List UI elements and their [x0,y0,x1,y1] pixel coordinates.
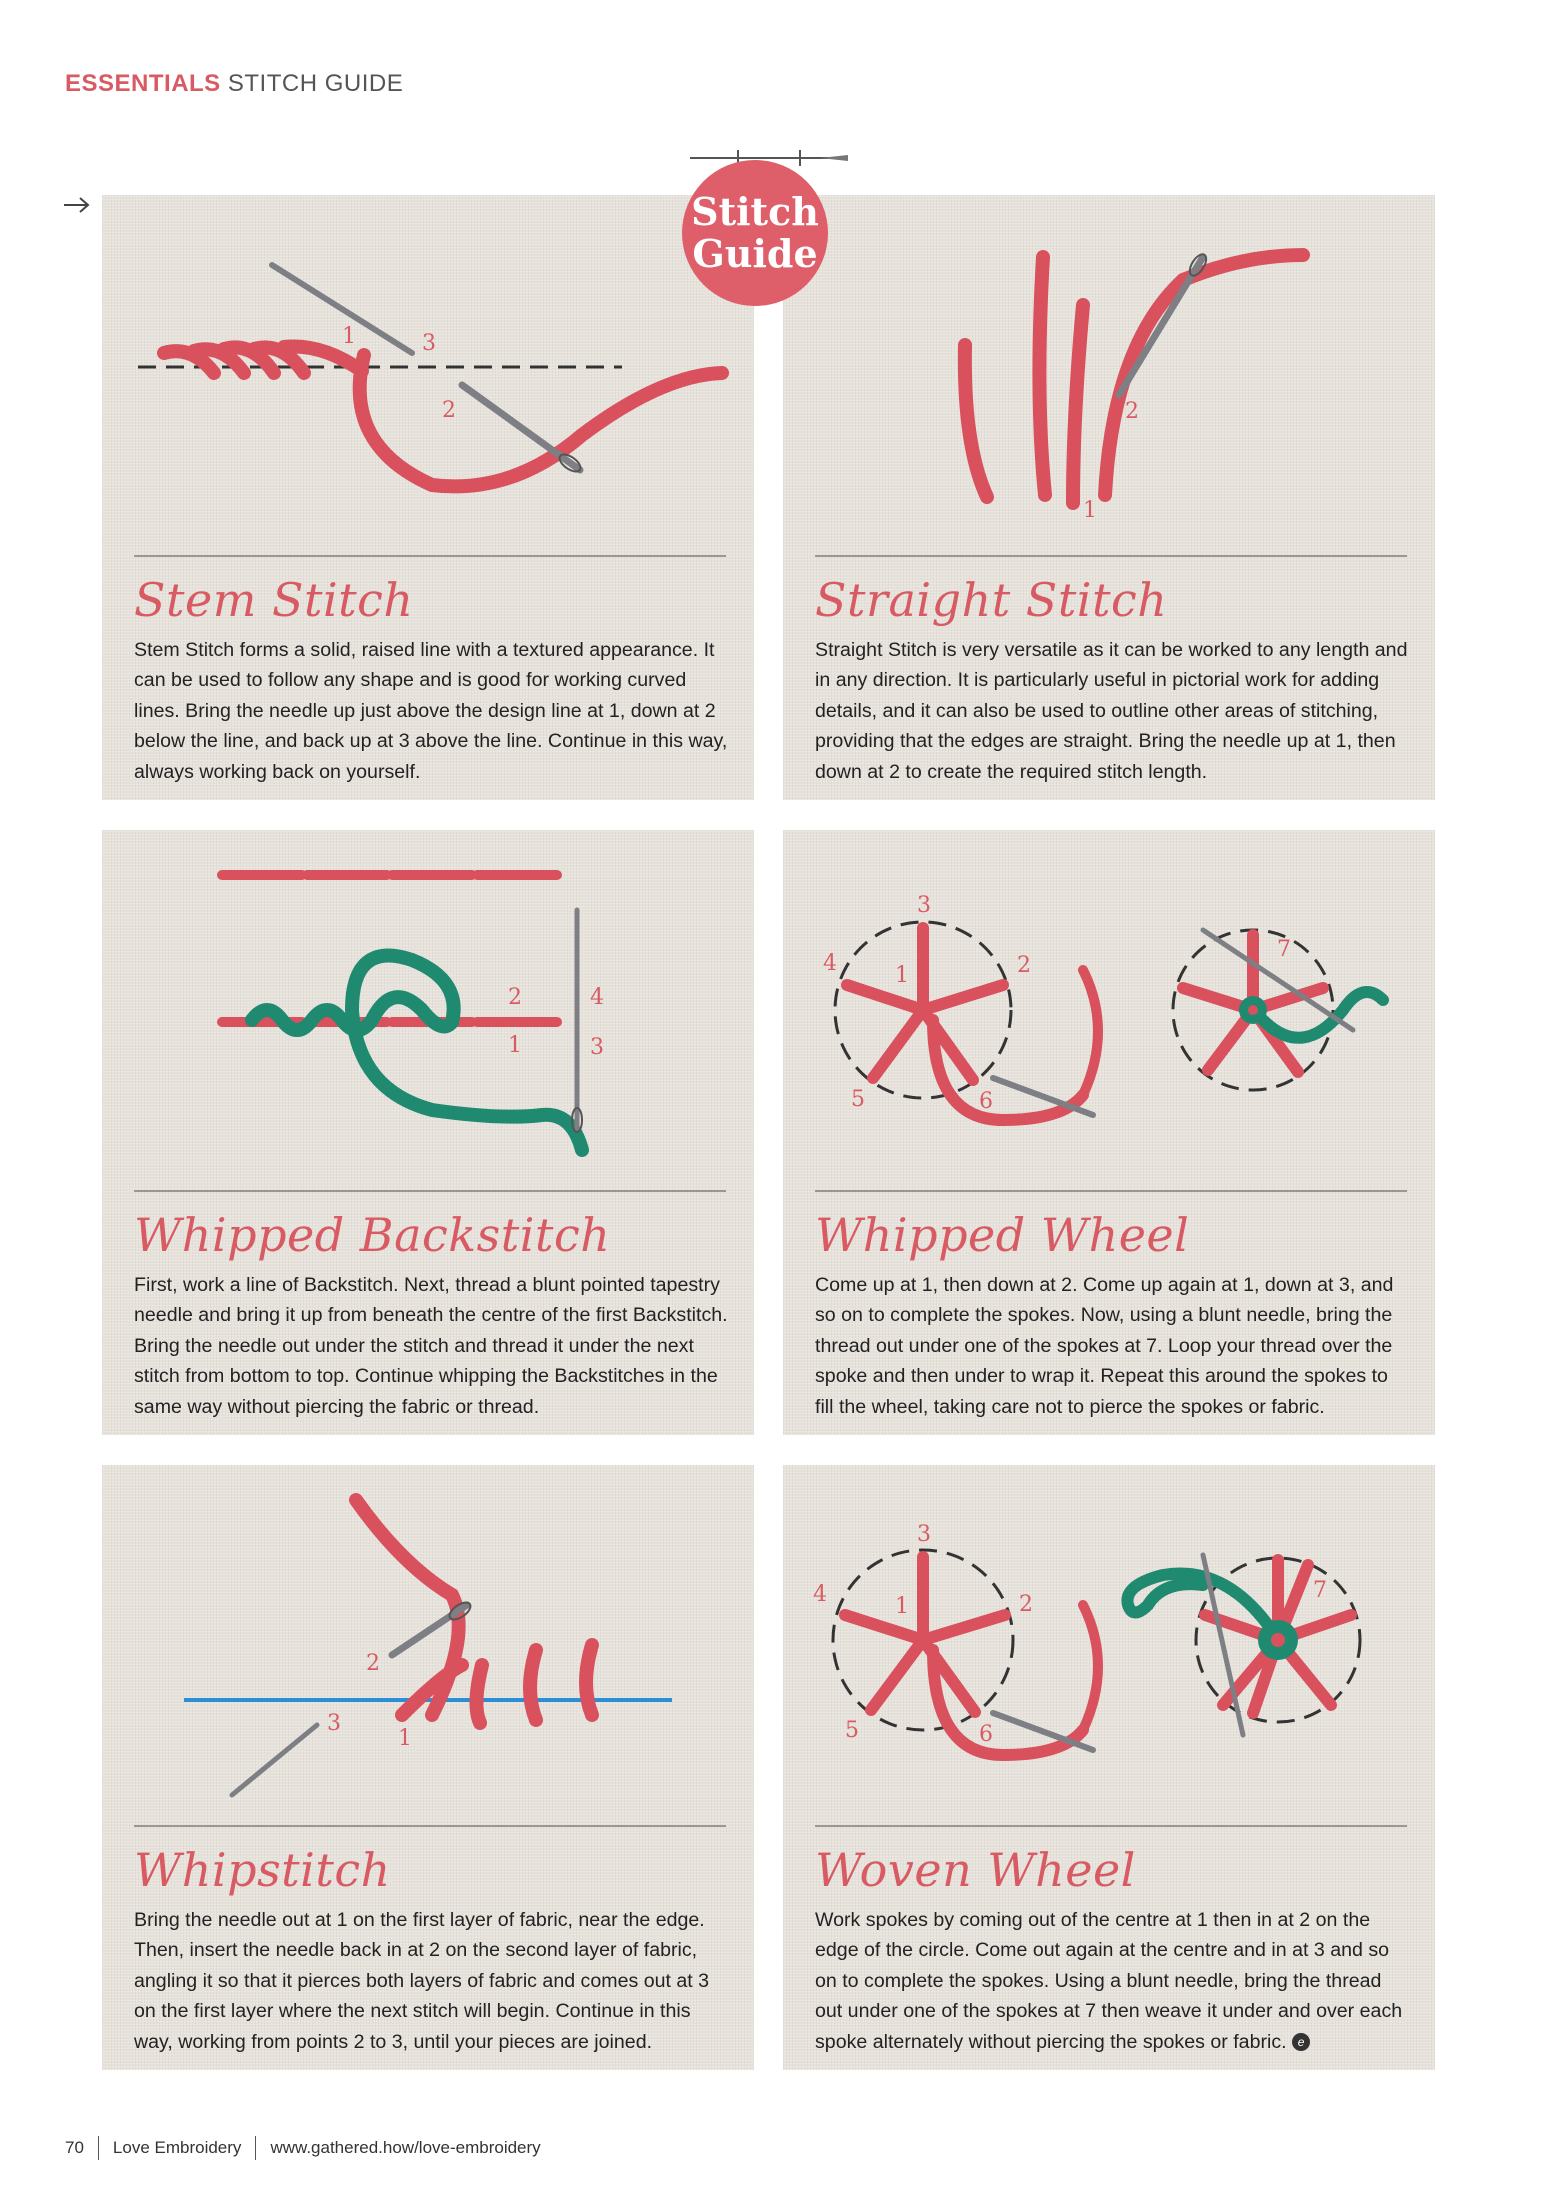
panel-title: Whipstitch [134,1843,391,1897]
woven-wheel-illustration [783,1465,1435,1835]
whipped-backstitch-illustration [102,830,754,1200]
panel-title: Straight Stitch [815,573,1168,627]
label-5: 5 [845,1718,859,1743]
panel-straight-stitch [783,195,1435,800]
panel-text-body: Work spokes by coming out of the centre at 1 then in at 2 on the edge of the circle. Come out again at the centre and in at 3 and so on to complete the spokes. Using a blunt needle, bring the thread out under one of the spokes at 7 then weave it under and over each spoke alternately without piercing the spokes or fabric. [815,1909,1403,2053]
divider [815,1825,1407,1827]
panel-title: Woven Wheel [815,1843,1136,1897]
badge-line1: Stitch [691,189,819,234]
footer-divider [98,2136,99,2160]
label-7: 7 [1277,937,1291,962]
header-section: ESSENTIALS [65,70,221,97]
panel-whipped-wheel [783,830,1435,1435]
label-1: 1 [1083,498,1097,523]
label-2: 2 [1017,953,1031,978]
end-mark-icon: e [1292,2033,1310,2051]
label-3: 3 [917,893,931,918]
label-6: 6 [979,1089,993,1114]
label-2: 2 [366,1651,380,1676]
label-1: 1 [342,324,356,349]
whipped-wheel-illustration [783,830,1435,1200]
label-1: 1 [895,963,909,988]
panel-whipstitch [102,1465,754,2070]
panel-text [815,1905,1409,2057]
panel-title: Stem Stitch [134,573,414,627]
label-2: 2 [1125,399,1139,424]
label-2: 2 [508,985,522,1010]
panel-text: Bring the needle out at 1 on the first layer of fabric, near the edge. Then, insert the needle back in at 2 on the second layer of fabric, angling it so that it pierces both layers of fabric and comes out at 3 on the first layer where the next stitch will begin. Continue in this way, working from points 2 to 3, until your pieces are joined. [134,1909,710,2053]
stitch-guide-badge [682,160,828,306]
panel-title: Whipped Backstitch [134,1208,611,1262]
panel-woven-wheel [783,1465,1435,2070]
label-1: 1 [398,1726,412,1751]
label-4: 4 [823,951,837,976]
label-4: 4 [590,985,604,1010]
panel-text: Stem Stitch forms a solid, raised line with a textured appearance. It can be used to follow any shape and is good for working curved lines. Bring the needle up just above the design line at 1, down at 2 below the line, and back up at 3 above the line. Continue in this way, always working back on yourself. [134,639,728,783]
panel-stem-stitch [102,195,754,800]
whipstitch-illustration [102,1465,754,1835]
label-3: 3 [590,1035,604,1060]
straight-stitch-illustration [783,195,1435,565]
label-2: 2 [442,398,456,423]
panel-text: First, work a line of Backstitch. Next, thread a blunt pointed tapestry needle and bring it up from beneath the centre of the first Backstitch. Bring the needle out under the stitch and thread it under the next stitch from bottom to top. Continue whipping the Backstitches in the same way without piercing the fabric or thread. [134,1274,728,1418]
divider [815,555,1407,557]
label-2: 2 [1019,1592,1033,1617]
arrow-right-icon [60,188,94,222]
panel-whipped-backstitch [102,830,754,1435]
page-number: 70 [65,2138,84,2157]
label-3: 3 [327,1711,341,1736]
label-4: 4 [813,1582,827,1607]
divider [134,1825,726,1827]
label-6: 6 [979,1722,993,1747]
panel-text: Come up at 1, then down at 2. Come up again at 1, down at 3, and so on to complete the spokes. Now, using a blunt needle, bring the thread out under one of the spokes at 7. Loop your thread over the spoke and then under to wrap it. Repeat this around the spokes to fill the wheel, taking care not to pierce the spokes or fabric. [815,1274,1394,1418]
magazine-name: Love Embroidery [112,2138,242,2157]
badge-line2: Guide [692,231,818,276]
divider [134,1190,726,1192]
divider [134,555,726,557]
label-1: 1 [508,1033,522,1058]
footer-divider [255,2136,256,2160]
label-1: 1 [895,1594,909,1619]
page-footer [65,2136,541,2160]
header-title: STITCH GUIDE [227,70,404,97]
page-header [65,70,403,98]
panel-text: Straight Stitch is very versatile as it can be worked to any length and in any direction. It is particularly useful in pictorial work for adding details, and it can also be used to outline other areas of stitching, providing that the edges are straight. Bring the needle up at 1, then down at 2 to create the required stitch length. [815,639,1408,783]
label-7: 7 [1313,1578,1327,1603]
label-5: 5 [851,1087,865,1112]
divider [815,1190,1407,1192]
label-3: 3 [917,1522,931,1547]
website-link[interactable]: www.gathered.how/love-embroidery [270,2138,541,2157]
label-3: 3 [422,331,436,356]
stem-stitch-illustration [102,195,754,565]
panel-title: Whipped Wheel [815,1208,1190,1262]
